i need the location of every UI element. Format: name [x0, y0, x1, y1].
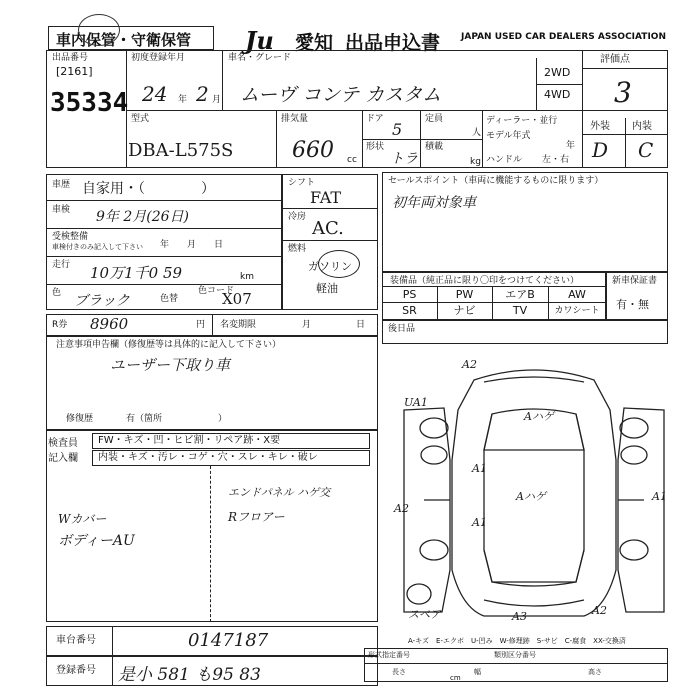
two-wd: 2WD: [544, 66, 571, 79]
shift-value: FAT: [310, 188, 342, 207]
storage-title: 車内保管・守衛保管: [56, 31, 192, 49]
back-desc-frame: [382, 320, 668, 344]
inspector-row1: FW・キズ・凹・ヒビ割・リペア跡・X要: [98, 435, 281, 446]
size-width: 幅: [474, 668, 481, 676]
inspector-note-b: Rフロアー: [228, 510, 285, 524]
recycle-unit: 円: [196, 320, 206, 330]
diag-label-top-a2: A2: [462, 358, 477, 371]
size-height: 高さ: [588, 668, 602, 676]
size-class-label: 形式指定番号: [368, 651, 410, 659]
fuel-diesel: 軽油: [316, 282, 338, 295]
shape-label: 形状: [366, 142, 385, 152]
model-value: DBA-L575S: [128, 140, 234, 161]
equip-sr: SR: [402, 304, 417, 317]
notes-frame: [46, 336, 378, 430]
warranty-options: 有・無: [616, 298, 649, 311]
inspector-note-a: エンドパネル ハゲ交: [228, 486, 331, 499]
displacement-label: 排気量: [281, 114, 309, 124]
form-title: 出品申込書: [345, 32, 441, 54]
expire-label: 名変期限: [220, 320, 257, 330]
sales-point-label: セールスポイント（車両に機能するものに限ります）: [388, 176, 604, 186]
expire-day: 日: [356, 320, 366, 330]
color-code-value: X07: [222, 290, 252, 308]
size-length: 長さ: [392, 668, 406, 676]
doors-value: 5: [392, 120, 403, 139]
four-wd: 4WD: [544, 88, 571, 101]
storage-circle-mark: [78, 14, 120, 46]
aircon-value: AC.: [312, 218, 344, 239]
interior-label: 内装: [632, 121, 652, 132]
diag-label-roof-hage: Aハゲ: [524, 410, 554, 423]
displacement-unit: cc: [347, 155, 357, 165]
load-unit: kg: [470, 157, 481, 167]
lot-code: [2161]: [56, 65, 93, 78]
lot-label: 出品番号: [52, 53, 89, 63]
color-label: 色: [52, 288, 62, 298]
recycle-value: 8960: [90, 315, 129, 333]
notes-value: ユーザー下取り車: [110, 356, 231, 374]
inspector-row2: 内装・キズ・汚レ・コゲ・穴・スレ・キレ・破レ: [98, 452, 318, 463]
shift-label: シフト: [288, 178, 316, 188]
exterior-label: 外装: [590, 121, 610, 132]
equipment-label: 装備品（純正品に限り〇印をつけてください）: [390, 276, 580, 286]
color-value: ブラック: [74, 293, 130, 309]
inspector-label: 検査員記入欄: [48, 438, 78, 464]
size-category-label: 類別区分番号: [494, 651, 536, 659]
doors-label: ドア: [366, 114, 384, 124]
equip-aw: AW: [568, 288, 586, 301]
model-label: 型式: [131, 114, 150, 124]
transfer-note: 車検付きのみ記入して下さい: [52, 243, 143, 251]
plate-value: 是小 581 も95 83: [118, 665, 261, 685]
capacity-unit: 人: [472, 128, 482, 138]
car-name-value: ムーヴ コンテ カスタム: [240, 84, 442, 106]
score-value: 3: [614, 76, 632, 109]
displacement-value: 660: [292, 138, 334, 163]
back-desc-label: 後日品: [388, 324, 416, 334]
inspector-note-c: Wカバー: [58, 512, 107, 526]
diag-label-left-a1: A1: [472, 462, 487, 475]
repaint-label: 色替: [160, 294, 179, 304]
fuel-label: 燃料: [288, 244, 307, 254]
damage-legend: A-キズ E-エクボ U-凹み W-修理跡 S-サビ C-腐食 XX-交換済: [408, 637, 626, 645]
first-reg-year: 24: [142, 82, 168, 106]
inspection-label: 車検: [52, 205, 71, 215]
chassis-label: 車台番号: [56, 635, 96, 646]
diag-label-right-a1: A1: [652, 490, 667, 503]
sales-point-value: 初年両対象車: [392, 195, 476, 211]
plate-label: 登録番号: [56, 665, 96, 676]
notes-label: 注意事項申告欄（修復歴等は具体的に記入して下さい）: [56, 340, 282, 350]
ju-logo: Ju: [245, 26, 274, 55]
load-label: 積載: [425, 142, 444, 152]
diag-label-body-hage: Aハゲ: [516, 490, 546, 503]
score-label: 評価点: [600, 54, 630, 65]
fuel-gas-circle: [318, 250, 360, 278]
recycle-label: R券: [52, 320, 68, 330]
history-label: 車歴: [52, 180, 71, 190]
shape-value: トラ: [390, 151, 418, 167]
diag-label-left-a2: A2: [394, 502, 409, 515]
model-year-unit: 年: [566, 141, 576, 151]
first-reg-month: 2: [196, 82, 209, 106]
equip-airbag: エアB: [505, 288, 535, 301]
first-reg-label: 初度登録年月: [131, 53, 186, 63]
english-title: JAPAN USED CAR DEALERS ASSOCIATION: [461, 32, 666, 42]
diag-label-a3: A3: [512, 610, 527, 623]
inspector-note-d: ボディーAU: [58, 533, 135, 549]
handle-options: 左・右: [542, 155, 570, 165]
equip-ps: PS: [402, 288, 417, 301]
repair-value: 有（箇所: [126, 414, 163, 424]
mileage-value: 10万1千0 59: [90, 264, 183, 282]
equip-leather: カワシート: [554, 306, 600, 316]
equip-tv: TV: [512, 304, 528, 317]
diag-label-bottom-a2: A2: [592, 604, 607, 617]
chassis-value: 0147187: [188, 630, 269, 651]
diag-label-mid-a1: A1: [472, 516, 487, 529]
lot-number: 35334: [50, 88, 129, 118]
car-damage-diagram: [384, 350, 684, 640]
handle-label: ハンドル: [486, 155, 523, 165]
car-name-label: 車名・グレード: [228, 53, 292, 63]
size-length-unit: cm: [450, 674, 461, 682]
aircon-label: 冷房: [288, 212, 307, 222]
interior-value: C: [638, 138, 654, 162]
equip-navi: ナビ: [453, 304, 476, 317]
equip-pw: PW: [455, 288, 474, 301]
exterior-value: D: [592, 138, 609, 162]
dealer-label: ディーラー・並行: [486, 116, 558, 126]
capacity-label: 定員: [425, 114, 444, 124]
brand-name: 愛知: [295, 32, 334, 54]
mileage-unit: km: [240, 272, 254, 282]
model-year-label: モデル年式: [486, 131, 531, 141]
diag-label-spare: スペア: [408, 608, 441, 621]
fuel-gas: ガソリン: [308, 260, 352, 273]
mileage-label: 走行: [52, 260, 71, 270]
inspection-value: 9年 2月(26日): [96, 209, 190, 225]
warranty-label: 新車保証書: [612, 276, 658, 286]
color-code-label: 色コード: [198, 286, 235, 296]
diag-label-ua1: UA1: [404, 396, 428, 409]
sales-point-frame: [382, 172, 668, 272]
history-value: 自家用・（ ）: [82, 181, 215, 197]
repair-label: 修復歴: [66, 414, 94, 424]
transfer-label: 受検整備: [52, 232, 89, 242]
expire-month: 月: [302, 320, 312, 330]
